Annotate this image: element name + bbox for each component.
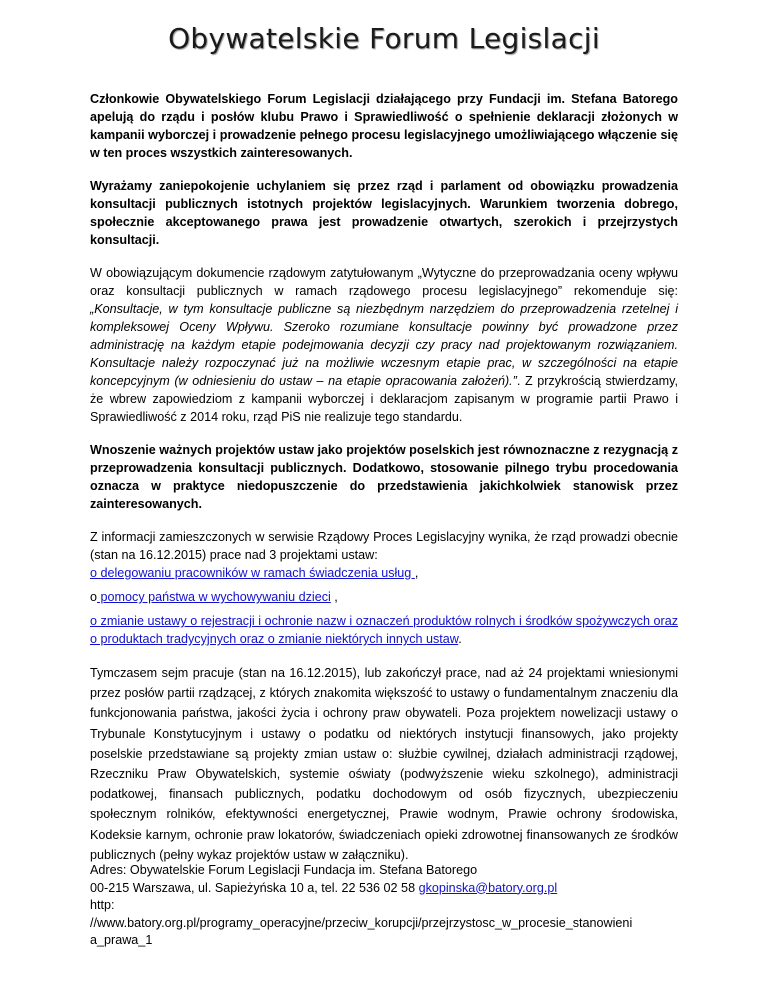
link-line-2 (90, 588, 678, 606)
link-line-3 (90, 612, 678, 648)
footer-line-1: Adres: Obywatelskie Forum Legislacji Fundacja im. Stefana Batorego (90, 863, 478, 877)
document-body (90, 90, 678, 880)
link-rejestracja-nazw[interactable]: o zmianie ustawy o rejestracji i ochronie nazw i oznaczeń produktów rolnych i środków spożywczych oraz o produktach tradycyjnych oraz o zmianie niektórych innych ustaw (90, 614, 678, 646)
link-line-1 (90, 564, 678, 582)
paragraph-guidelines (90, 264, 678, 426)
footer-line-5: a_prawa_1 (90, 933, 153, 947)
footer-line-2 (90, 880, 690, 898)
footer-line-4: //www.batory.org.pl/programy_operacyjne/przeciw_korupcji/przejrzystosc_w_procesie_stanowieni (90, 915, 633, 930)
government-projects (90, 528, 678, 648)
footer-email-link[interactable]: gkopinska@batory.org.pl (418, 880, 558, 895)
paragraph-rpl-info: Z informacji zamieszczonych w serwisie Rządowy Proces Legislacyjny wynika, że rząd prowadzi obecnie (stan na 16.12.2015) prace nad 3 projektami ustaw: (90, 530, 678, 562)
page-title: Obywatelskie Forum Legislacji (168, 22, 600, 55)
link-2-suffix: , (330, 590, 338, 604)
link-delegowanie-pracownikow[interactable]: o delegowaniu pracowników w ramach świadczenia usług (90, 566, 415, 580)
footer-address-text: 00-215 Warszawa, ul. Sapieżyńska 10 a, tel. 22 536 02 58 (90, 880, 419, 895)
link-pomoc-panstwa[interactable]: pomocy państwa w wychowywaniu dzieci (97, 590, 331, 604)
guidelines-quote: „Konsultacje, w tym konsultacje publiczne są niezbędnym narzędziem do przeprowadzenia rzetelnej i kompleksowej Oceny Wpływu. Szeroko rozumiane konsultacje powinny być prowadzone przez administrację na każdym etapie podejmowania decyzji czy pracy nad projektowanym rozwiązaniem. Konsultacje należy rozpoczynać już na możliwie wczesnym etapie prac, w szczególności na etapie koncepcyjnym (w odniesieniu do ustaw – na etapie opracowania założeń).” (90, 302, 678, 388)
guidelines-conclusion: . Z przykrością stwierdzamy, że wbrew zapowiedziom z kampanii wyborczej i deklaracjom zapisanym w programie partii Prawo i Sprawiedliwość z 2014 roku, rząd PiS nie realizuje tego standardu. (90, 374, 678, 424)
paragraph-poselskie: Wnoszenie ważnych projektów ustaw jako projektów poselskich jest równoznaczne z rezygnacją z przeprowadzenia konsultacji publicznych. Dodatkowo, stosowanie pilnego trybu procedowania oznacza w praktyce niedopuszczenie do przedstawienia jakichkolwiek stanowisk przez zainteresowanych. (90, 443, 678, 511)
paragraph-sejm-projects: Tymczasem sejm pracuje (stan na 16.12.2015), lub zakończył prace, nad aż 24 projektami wniesionymi przez posłów partii rządzącej, z których znakomita większość to ustawy o fundamentalnym znaczeniu dla funkcjonowania państwa, jakości życia i ochrony praw obywateli. Poza projektem nowelizacji ustawy o Trybunale Konstytucyjnym i ustawy o podatku od niektórych instytucji finansowych, jako projekty poselskie przedstawiane są projekty zmian ustaw o: służbie cywilnej, działach administracji rządowej, Rzeczniku Praw Obywatelskich, systemie oświaty (podwyższenie wieku szkolnego), administracji podatkowej, finansach publicznych, podatku dochodowym od osób fizycznych, ubezpieczeniu społecznym rolników, efektywności energetycznej, Prawie wodnym, Prawie ochrony środowiska, Kodeksie karnym, ochronie praw lokatorów, świadczeniach opieki zdrowotnej finansowanych ze środków publicznych (pełny wykaz projektów ustaw w załączniku). (90, 666, 678, 862)
paragraph-appeal: Członkowie Obywatelskiego Forum Legislacji działającego przy Fundacji im. Stefana Batorego apelują do rządu i posłów klubu Prawo i Sprawiedliwość o spełnienie deklaracji złożonych w kampanii wyborczej i prowadzenie pełnego procesu legislacyjnego umożliwiającego włączenie się w ten proces wszystkich zainteresowanych. (90, 92, 678, 160)
link-3-suffix: . (458, 632, 462, 646)
paragraph-concern: Wyrażamy zaniepokojenie uchylaniem się przez rząd i parlament od obowiązku prowadzenia konsultacji publicznych istotnych projektów legislacyjnych. Warunkiem tworzenia dobrego, społecznie akceptowanego prawa jest prowadzenie otwartych, szerokich i przejrzystych konsultacji. (90, 179, 678, 247)
guidelines-intro: W obowiązującym dokumencie rządowym zatytułowanym „Wytyczne do przeprowadzania oceny wpływu oraz konsultacji publicznych w ramach rządowego procesu legislacyjnego” rekomenduje się: (90, 266, 678, 298)
footer-address (90, 862, 690, 950)
link-1-suffix: , (414, 566, 419, 580)
link-2-prefix: o (90, 590, 98, 604)
footer-line-3: http: (90, 898, 115, 912)
